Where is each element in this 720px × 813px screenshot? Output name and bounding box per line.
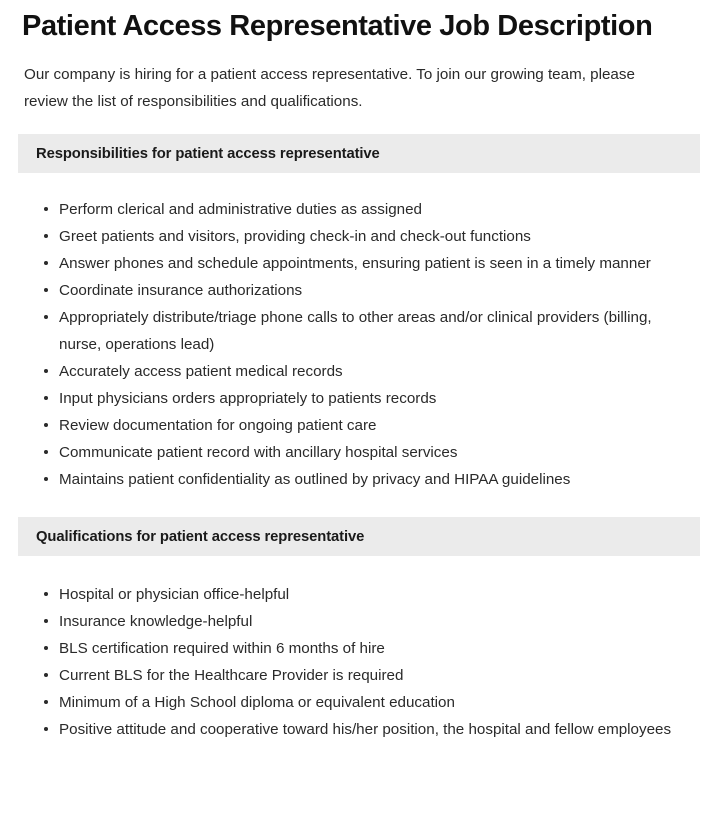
spacer-before-qualifications (0, 493, 720, 517)
list-item-text: Answer phones and schedule appointments, ensuring patient is seen in a timely manner (59, 255, 651, 272)
bullet-icon (44, 450, 48, 454)
bullet-icon (44, 234, 48, 238)
list-item-text: Appropriately distribute/triage phone calls to other areas and/or clinical providers (billing, nurse, operations lead) (59, 309, 652, 353)
section-header-qualifications-label: Qualifications for patient access representative (36, 528, 365, 545)
intro-paragraph: Our company is hiring for a patient access representative. To join our growing team, please review the list of responsibilities and qualifications. (24, 66, 635, 110)
list-item-text: Current BLS for the Healthcare Provider is required (59, 667, 404, 684)
list-item-text: Maintains patient confidentiality as outlined by privacy and HIPAA guidelines (59, 471, 571, 488)
list-item-text: Accurately access patient medical records (59, 363, 343, 380)
list-item (0, 304, 720, 358)
list-item (0, 608, 720, 635)
list-item (0, 385, 720, 412)
section-header-responsibilities (18, 134, 700, 173)
section-header-qualifications (18, 517, 700, 556)
list-item-text: Review documentation for ongoing patient care (59, 417, 377, 434)
bullet-icon (44, 477, 48, 481)
list-item (0, 358, 720, 385)
bullet-icon (44, 592, 48, 596)
bullet-icon (44, 673, 48, 677)
list-item (0, 466, 720, 493)
list-item-text: Hospital or physician office-helpful (59, 586, 290, 603)
list-item (0, 223, 720, 250)
spacer-responsibilities-list (0, 173, 720, 196)
list-item (0, 716, 720, 743)
responsibilities-list (0, 196, 720, 493)
list-item-text: Positive attitude and cooperative toward his/her position, the hospital and fellow employees (59, 721, 672, 738)
list-item (0, 635, 720, 662)
list-item (0, 412, 720, 439)
bullet-icon (44, 369, 48, 373)
list-item-text: Minimum of a High School diploma or equivalent education (59, 694, 455, 711)
list-item-text: Input physicians orders appropriately to patients records (59, 390, 437, 407)
bullet-icon (44, 646, 48, 650)
bullet-icon (44, 288, 48, 292)
qualifications-list (0, 581, 720, 743)
section-header-responsibilities-label: Responsibilities for patient access representative (36, 145, 380, 162)
bullet-icon (44, 207, 48, 211)
bullet-icon (44, 700, 48, 704)
list-item (0, 581, 720, 608)
bullet-icon (44, 261, 48, 265)
list-item (0, 439, 720, 466)
bullet-icon (44, 315, 48, 319)
bullet-icon (44, 396, 48, 400)
spacer-before-responsibilities (0, 115, 720, 134)
list-item (0, 689, 720, 716)
list-item-text: Insurance knowledge-helpful (59, 613, 253, 630)
list-item-text: Coordinate insurance authorizations (59, 282, 303, 299)
bullet-icon (44, 619, 48, 623)
bullet-icon (44, 423, 48, 427)
bullet-icon (44, 727, 48, 731)
list-item (0, 662, 720, 689)
list-item (0, 196, 720, 223)
list-item-text: Communicate patient record with ancillary hospital services (59, 444, 458, 461)
page-title: Patient Access Representative Job Description (22, 10, 653, 42)
spacer-qualifications-list (0, 556, 720, 581)
list-item-text: Perform clerical and administrative duties as assigned (59, 201, 422, 218)
list-item-text: Greet patients and visitors, providing check-in and check-out functions (59, 228, 531, 245)
list-item (0, 250, 720, 277)
list-item (0, 277, 720, 304)
list-item-text: BLS certification required within 6 months of hire (59, 640, 385, 657)
